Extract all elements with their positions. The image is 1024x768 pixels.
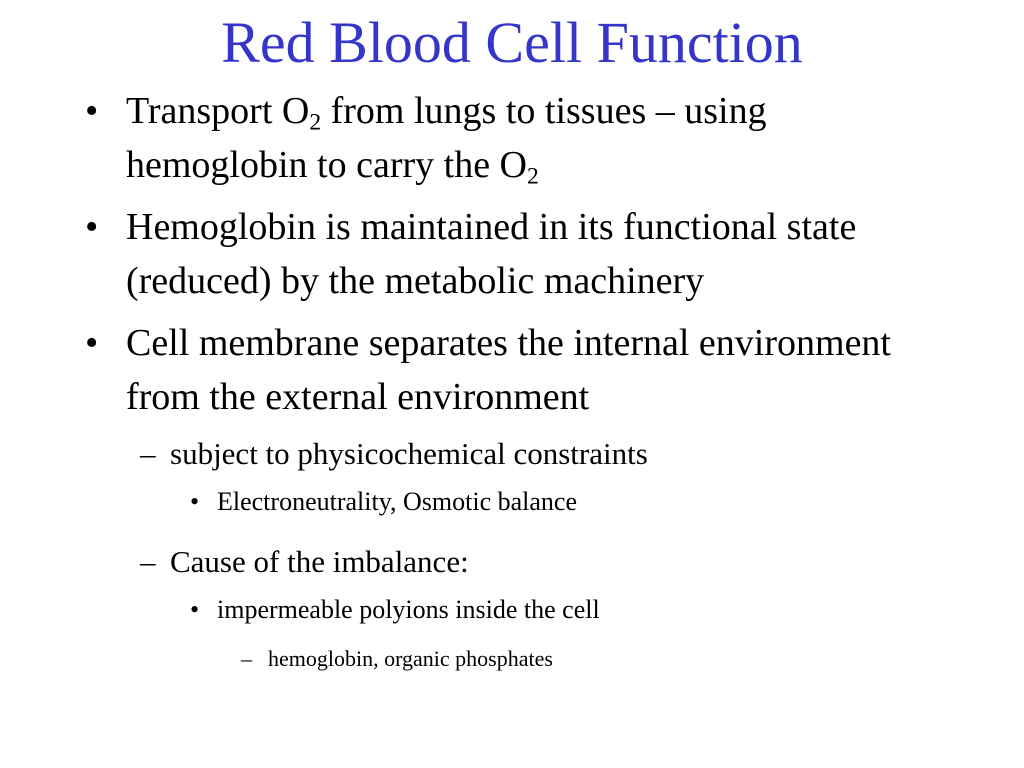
bullet-text: Cell membrane separates the internal environment from the external environment [126,322,891,418]
subscript: 2 [527,163,539,190]
subbullet-text: subject to physicochemical constraints [170,436,648,471]
subbullet-imbalance [140,540,1024,584]
subscript: 2 [309,109,322,136]
bullet-marker: • [190,595,200,624]
slide-body [0,84,1024,674]
subsubbullet-text: impermeable polyions inside the cell [217,595,600,624]
slide-title: Red Blood Cell Function [221,10,803,75]
subsubbullet-electroneutrality [190,484,1024,520]
bullet-text: from lungs to tissues – using hemoglobin to carry the O [126,90,767,186]
level4-text: hemoglobin, organic phosphates [268,646,553,671]
subbullet-text: Cause of the imbalance: [170,544,469,579]
bullet-marker: • [85,322,99,364]
dash-marker: – [241,646,252,671]
bullet-marker: • [85,206,99,248]
subsubbullet-polyions [190,592,1024,628]
dash-marker: – [140,436,156,471]
bullet-cell-membrane [85,316,954,424]
subsubbullet-text: Electroneutrality, Osmotic balance [217,487,578,516]
bullet-text: Hemoglobin is maintained in its functional state (reduced) by the metabolic machinery [126,206,857,302]
bullet-text: Transport O [126,90,310,132]
bullet-marker: • [190,487,200,516]
bullet-hemoglobin-state [85,200,954,308]
bullet-marker: • [85,90,99,132]
bullet-transport [85,84,954,192]
subbullet-constraints [140,432,1024,476]
dash-marker: – [140,544,156,579]
level4-hemoglobin-phosphates [241,644,1024,674]
